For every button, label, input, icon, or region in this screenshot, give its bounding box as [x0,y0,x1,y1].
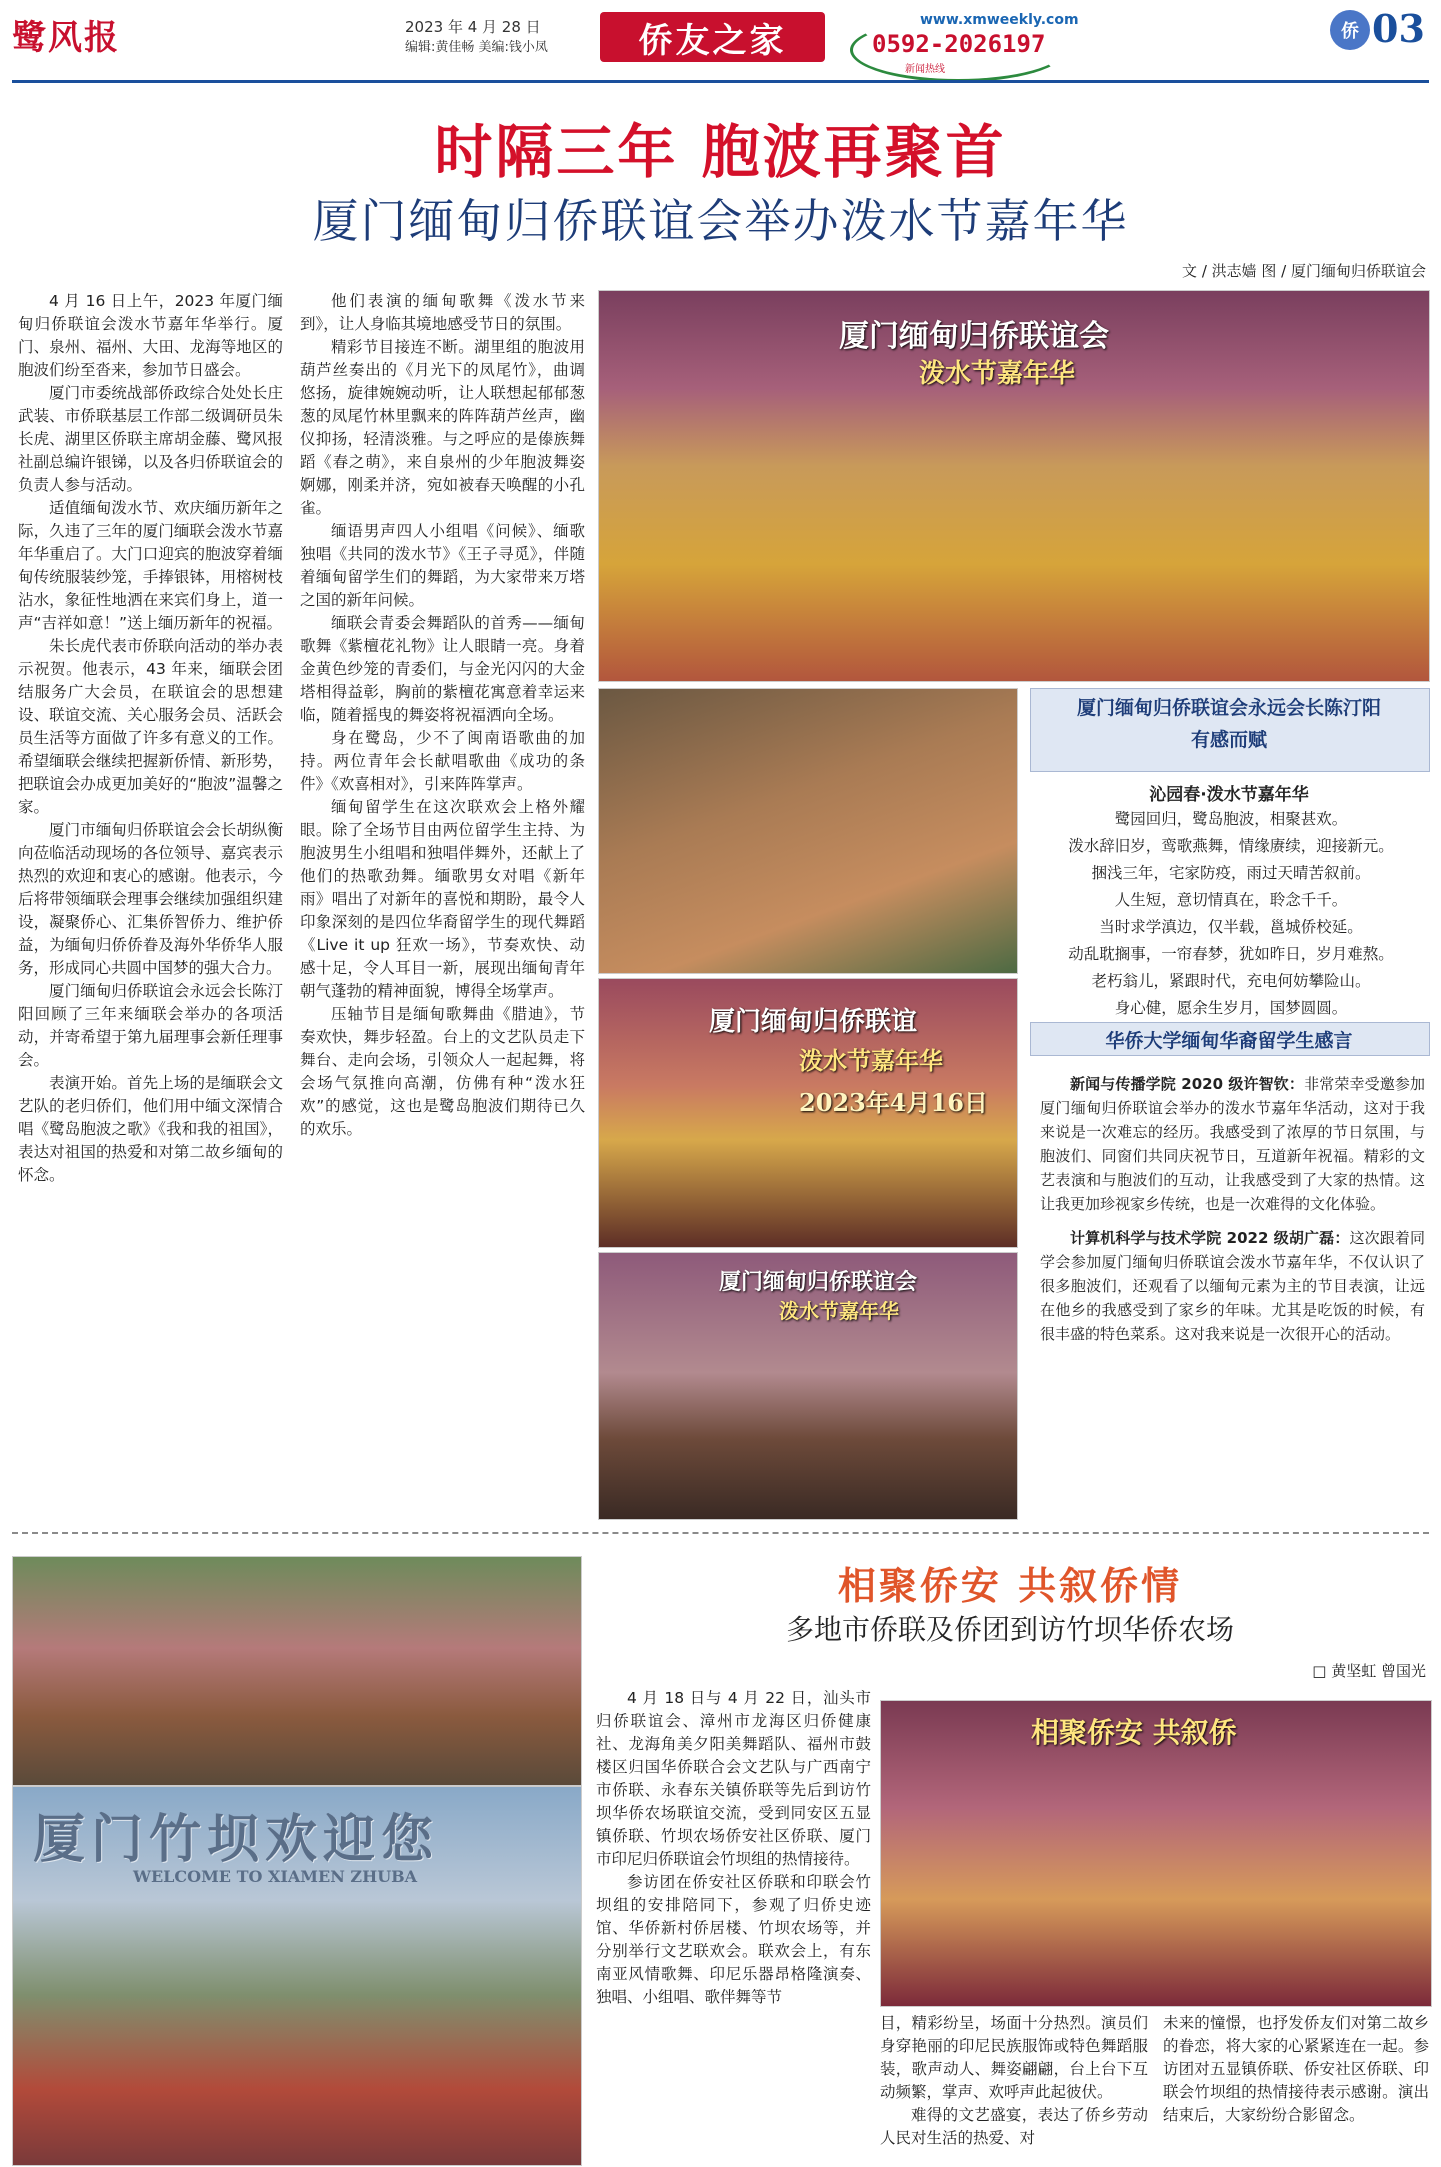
paragraph: 4 月 16 日上午，2023 年厦门缅甸归侨联谊会泼水节嘉年华举行。厦门、泉州、福州、大田、龙海等地区的胞波们纷至沓来，参加节日盛会。 [18,292,283,379]
section-badge-icon: 侨 [1330,10,1370,50]
article1-column-2 [300,290,585,1141]
paragraph: 参访团在侨安社区侨联和印联会竹坝组的安排陪同下，参观了归侨史迹馆、华侨新村侨居楼、竹坝农场等，并分别举行文艺联欢会。联欢会上，有东南亚风情歌舞、印尼乐器昂格隆演奏、独唱、小组唱、歌伴舞等节 [596,1873,871,2006]
article2-byline: □ 黄坚虹 曾国光 [1312,1662,1426,1680]
article2-column-1 [596,1687,871,2009]
article2-column-2 [880,2012,1148,2150]
photo-banner-text: 相聚侨安 共叙侨 [1031,1716,1237,1749]
masthead-rule [12,80,1429,83]
group-dance-photo [12,1556,582,1786]
article1-byline: 文 / 洪志嫱 图 / 厦门缅甸归侨联谊会 [1182,262,1426,280]
sidebar-heading: 厦门缅甸归侨联谊会永远会长陈汀阳 有感而赋 [1076,697,1381,751]
paragraph: 4 月 18 日与 4 月 22 日，汕头市归侨联谊会、漳州市龙海区归侨健康社、龙海角美夕阳美舞蹈队、福州市鼓楼区归国华侨联合会文艺队与广西南宁市侨联、永春东关镇侨联等先后到访竹坝华侨农场联谊交流，受到同安区五显镇侨联、竹坝农场侨安社区侨联、厦门市印尼归侨联谊会竹坝组的热情接待。 [596,1689,871,1868]
photo-banner-subtext: 泼水节嘉年华 [919,359,1076,389]
poem-title: 沁园春·泼水节嘉年华 [1149,785,1309,805]
paragraph: 厦门缅甸归侨联谊会永远会长陈汀阳回顾了三年来缅联会举办的各项活动，并寄希望于第九届理事会新任理事会。 [18,982,283,1069]
paragraph: 他们表演的缅甸歌舞《泼水节来到》，让人身临其境地感受节日的氛围。 [300,292,585,333]
paragraph: 表演开始。首先上场的是缅联会文艺队的老归侨们，他们用中缅文深情合唱《鹭岛胞波之歌》《我和我的祖国》，表达对祖国的热爱和对第二故乡缅甸的怀念。 [18,1074,283,1184]
paragraph: 压轴节目是缅甸歌舞曲《腊迪》，节奏欢快，舞步轻盈。台上的文艺队员走下舞台、走向会场，引领众人一起起舞，将会场气氛推向高潮，仿佛有种“泼水狂欢”的感觉，这也是鹭岛胞波们期待已久的欢乐。 [300,1005,585,1138]
photo-banner-text: 厦门缅甸归侨联谊 [709,1007,918,1037]
paragraph: 缅甸留学生在这次联欢会上格外耀眼。除了全场节目由两位留学生主持、为胞波男生小组唱和独唱伴舞外，还献上了他们的热歌劲舞。缅歌男女对唱《新年雨》唱出了对新年的喜悦和期盼，最令人印象深刻的是四位华裔留学生的现代舞蹈《Live it up 狂欢一场》，节奏欢快、动感十足，令人耳目一新，展现出缅甸青年朝气蓬勃的精神面貌，博得全场掌声。 [300,798,585,1000]
performers-stage-photo [880,1700,1432,2007]
poem-line: 动乱耽搁事，一帘春梦，犹如昨日，岁月难熬。 [1068,945,1394,963]
issue-date: 2023 年 4 月 28 日 [405,18,541,36]
poem-line: 鹭园回归，鹭岛胞波，相聚甚欢。 [1114,810,1348,828]
paragraph: 适值缅甸泼水节、欢庆缅历新年之际，久违了三年的厦门缅联会泼水节嘉年华重启了。大门口迎宾的胞波穿着缅甸传统服装纱笼，手捧银钵，用榕树枝沾水，象征性地洒在来宾们身上，道一声“吉祥如意！”送上缅历新年的祝福。 [18,499,283,632]
editor-credits: 编辑:黄佳畅 美编:钱小凤 [405,40,548,55]
paragraph: 厦门市委统战部侨政综合处处长庄武装、市侨联基层工作部二级调研员朱长虎、湖里区侨联主席胡金藤、鹭风报社副总编许银锑，以及各归侨联谊会的负责人参与活动。 [18,384,283,494]
testimonial-text: 这次跟着同学会参加厦门缅甸归侨联谊会泼水节嘉年华，不仅认识了很多胞波们，还观看了以缅甸元素为主的节目表演，让远在他乡的我感受到了家乡的年味。尤其是吃饭的时候，有很丰盛的特色菜系。这对我来说是一次很开心的活动。 [1040,1229,1425,1343]
article1-subheadline: 厦门缅甸归侨联谊会举办泼水节嘉年华 [312,194,1129,248]
article2-column-3 [1163,2012,1429,2127]
photo-banner-subtext: 泼水节嘉年华 [799,1046,943,1075]
paragraph: 未来的憧憬，也抒发侨友们对第二故乡的眷恋，将大家的心紧紧连在一起。参访团对五显镇侨联、侨安社区侨联、印联会竹坝组的热情接待表示感谢。演出结束后，大家纷纷合影留念。 [1163,2014,1429,2124]
sidebar-heading2: 华侨大学缅甸华裔留学生感言 [1105,1030,1353,1052]
poem-line: 当时求学滇边，仅半载，邕城侨校延。 [1099,918,1363,936]
poem-body [1045,806,1417,1022]
hotline-label: 新闻热线 [905,64,945,75]
testimonial [1040,1072,1425,1216]
website-link[interactable]: www.xmweekly.com [920,12,1079,28]
poem-line: 老朽翁儿，紧跟时代，充电何妨攀险山。 [1091,972,1371,990]
paragraph: 精彩节目接连不断。湖里组的胞波用葫芦丝奏出的《月光下的凤尾竹》，曲调悠扬，旋律婉婉动听，让人联想起郁郁葱葱的凤尾竹林里飘来的阵阵葫芦丝声，幽仪抑扬，轻清淡雅。与之呼应的是傣族舞蹈《春之萌》，来自泉州的少年胞波舞姿婀娜，刚柔并济，宛如被春天唤醒的小孔雀。 [300,338,585,517]
photo-banner-text: 厦门竹坝欢迎您 [33,1809,440,1870]
photo-banner-subtext: 泼水节嘉年华 [779,1299,899,1323]
student-testimonials [1040,1072,1425,1356]
paragraph: 身在鹭岛，少不了闽南语歌曲的加持。两位青年会长献唱歌曲《成功的条件》《欢喜相对》，引来阵阵掌声。 [300,729,585,793]
modern-dance-photo [598,1252,1018,1520]
paragraph: 缅联会青委会舞蹈队的首秀——缅甸歌舞《紫檀花礼物》让人眼睛一亮。身着金黄色纱笼的青委们，与金光闪闪的大金塔相得益彰，胸前的紫檀花寓意着幸运来临，随着摇曳的舞姿将祝福洒向全场。 [300,614,585,724]
paragraph: 难得的文艺盛宴，表达了侨乡劳动人民对生活的热爱、对 [880,2106,1148,2147]
article1-column-1 [18,290,283,1187]
dancers-with-bowls-photo [598,688,1018,974]
article-divider [12,1532,1429,1534]
article2-subheadline: 多地市侨联及侨团到访竹坝华侨农场 [785,1613,1234,1646]
photo-banner-subtext: WELCOME TO XIAMEN ZHUBA [133,1867,418,1886]
poem-line: 泼水辞旧岁，鸾歌燕舞，情缘赓续，迎接新元。 [1068,837,1394,855]
paragraph: 厦门市缅甸归侨联谊会会长胡纵衡向莅临活动现场的各位领导、嘉宾表示热烈的欢迎和衷心的感谢。他表示，今后将带领缅联会理事会继续加强组织建设，凝聚侨心、汇集侨智侨力、维护侨益，为缅甸归侨侨眷及海外华侨华人服务，形成同心共圆中国梦的强大合力。 [18,821,283,977]
page-number: 03 [1372,6,1425,51]
poem-line: 捆浅三年，宅家防疫，雨过天晴苦叙前。 [1091,864,1371,882]
paragraph: 缅语男声四人小组唱《问候》、缅歌独唱《共同的泼水节》《王子寻觅》，伴随着缅甸留学生们的舞蹈，为大家带来万塔之国的新年问候。 [300,522,585,609]
hotline-number: 0592-2026197 [872,30,1046,58]
paragraph: 目，精彩纷呈，场面十分热烈。演员们身穿艳丽的印尼民族服饰或特色舞蹈服装，歌声动人、舞姿翩翩，台上台下互动频繁，掌声、欢呼声此起彼伏。 [880,2014,1148,2101]
testimonial-author: 新闻与传播学院 2020 级许智钦： [1070,1075,1305,1093]
testimonial [1040,1226,1425,1346]
paragraph: 朱长虎代表市侨联向活动的举办表示祝贺。他表示，43 年来，缅联会团结服务广大会员，在联谊会的思想建设、联谊交流、关心服务会员、活跃会员生活等方面做了许多有意义的工作。希望缅联会继续把握新侨情、新形势，把联谊会办成更加美好的“胞波”温馨之家。 [18,637,283,816]
group-photo [598,290,1430,682]
photo-date-text: 2023年4月16日 [799,1088,988,1117]
newspaper-logo: 鹭风报 [12,18,120,58]
article1-headline: 时隔三年 胞波再聚首 [434,118,1007,186]
poem-line: 身心健，愿余生岁月，国梦圆圆。 [1114,999,1348,1017]
section-title: 侨友之家 [600,12,825,62]
stage-dance-photo [598,978,1018,1248]
welcome-sign-group-photo [12,1786,582,2166]
article2-headline: 相聚侨安 共叙侨情 [837,1563,1183,1608]
poem-line: 人生短，意切情真在，聆念千千。 [1114,891,1348,909]
photo-banner-text: 厦门缅甸归侨联谊会 [839,319,1109,354]
photo-banner-text: 厦门缅甸归侨联谊会 [719,1269,918,1295]
testimonial-author: 计算机科学与技术学院 2022 级胡广磊： [1070,1229,1350,1247]
testimonial-text: 非常荣幸受邀参加厦门缅甸归侨联谊会举办的泼水节嘉年华活动，这对于我来说是一次难忘的经历。我感受到了浓厚的节日氛围，与胞波们、同窗们共同庆祝节日，互道新年祝福。精彩的文艺表演和与胞波们的互动，让我感受到了大家的热情。这让我更加珍视家乡传统，也是一次难得的文化体验。 [1040,1075,1425,1213]
